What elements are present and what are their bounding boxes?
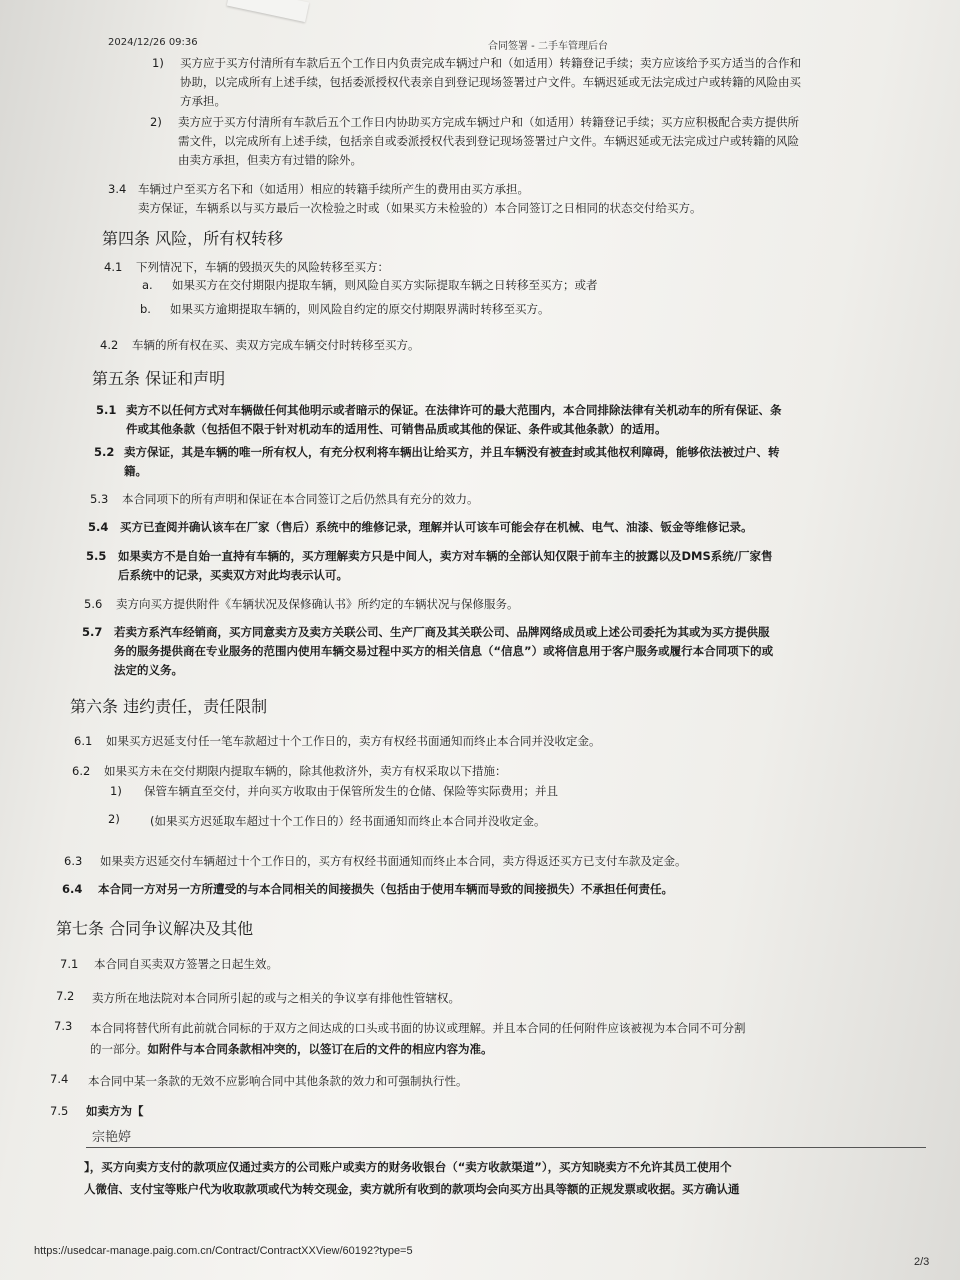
clause-number: 6.2 — [72, 764, 91, 778]
clause-line: 协助，以完成所有上述手续，包括委派授权代表亲自到登记现场签署过户文件。车辆迟延或无法完成过户或转籍的风险由买 — [180, 75, 801, 89]
clause-line: 后系统中的记录，买卖双方对此均表示认可。 — [118, 568, 348, 582]
clause-line: 法定的义务。 — [114, 663, 183, 677]
clause-line: 本合同中某一条款的无效不应影响合同中其他条款的效力和可强制执行性。 — [88, 1074, 468, 1088]
clause-line: 本合同一方对另一方所遭受的与本合同相关的间接损失（包括由于使用车辆而导致的间接损失）不承担任何责任。 — [98, 882, 673, 896]
article-4-heading: 第四条 风险，所有权转移 — [102, 229, 284, 248]
clause-line: 】，买方向卖方支付的款项应仅通过卖方的公司账户或卖方的财务收银台（“卖方收款渠道”），买方知晓卖方不允许其员工使用个 — [84, 1160, 732, 1174]
seller-name-field: 宗艳婷 — [92, 1130, 132, 1145]
clause-number: 5.2 — [94, 445, 115, 459]
clause-number: 7.4 — [50, 1072, 69, 1086]
print-title: 合同签署 - 二手车管理后台 — [488, 41, 608, 52]
page-number: 2/3 — [914, 1256, 930, 1268]
clause-line: 件或其他条款（包括但不限于针对机动车的适用性、可销售品质或其他的保证、条件或其他条款）的适用。 — [126, 422, 667, 436]
clause-line: 务的服务提供商在专业服务的范围内使用车辆交易过程中买方的相关信息（“信息”）或将信息用于客户服务或履行本合同项下的或 — [114, 644, 774, 658]
clause-line: 买方已查阅并确认该车在厂家（售后）系统中的维修记录，理解并认可该车可能会存在机械、电气、油漆、钣金等维修记录。 — [120, 520, 753, 534]
clause-number: 5.6 — [84, 597, 103, 611]
clause-text: 的一部分。 — [90, 1042, 148, 1056]
clause-line: 如果买方逾期提取车辆的，则风险自约定的原交付期限界满时转移至买方。 — [170, 302, 550, 316]
item-number: a. — [142, 278, 153, 292]
clause-number: 5.4 — [88, 520, 109, 534]
clause-number: 5.1 — [96, 403, 117, 417]
clause-number: 7.3 — [54, 1019, 73, 1033]
clause-line: 若卖方系汽车经销商，买方同意卖方及卖方关联公司、生产厂商及其关联公司、品牌网络成员或上述公司委托为其或为买方提供服 — [114, 625, 770, 639]
clause-line: 卖方所在地法院对本合同所引起的或与之相关的争议享有排他性管辖权。 — [92, 991, 460, 1005]
clause-line: 买方应于买方付清所有车款后五个工作日内负责完成车辆过户和（如适用）转籍登记手续；卖方应该给予买方适当的合作和 — [180, 56, 801, 70]
clause-number: 6.4 — [62, 882, 83, 896]
clause-line: 如果买方迟延支付任一笔车款超过十个工作日的，卖方有权经书面通知而终止本合同并没收定金。 — [106, 734, 601, 748]
clause-line: 车辆的所有权在买、卖双方完成车辆交付时转移至买方。 — [132, 338, 420, 352]
clause-line: 如果买方未在交付期限内提取车辆的，除其他救济外，卖方有权采取以下措施： — [104, 764, 507, 778]
clause-line: 由卖方承担，但卖方有过错的除外。 — [178, 153, 362, 167]
paper-scrap — [227, 0, 309, 22]
clause-line: 籍。 — [124, 464, 147, 478]
clause-number: 5.3 — [90, 492, 109, 506]
item-number: 2) — [108, 812, 120, 826]
clause-number: 7.5 — [50, 1104, 69, 1118]
clause-line: 下列情况下，车辆的毁损灭失的风险转移至买方： — [136, 260, 389, 274]
clause-line: 车辆过户至买方名下和（如适用）相应的转籍手续所产生的费用由买方承担。 — [138, 182, 529, 196]
clause-number: 7.2 — [56, 989, 75, 1003]
clause-line: 本合同自买卖双方签署之日起生效。 — [94, 957, 278, 971]
clause-number: 6.1 — [74, 734, 93, 748]
item-number: 2) — [150, 115, 162, 129]
item-number: 1) — [110, 784, 122, 798]
clause-line: 卖方不以任何方式对车辆做任何其他明示或者暗示的保证。在法律许可的最大范围内，本合同排除法律有关机动车的所有保证、条 — [126, 403, 782, 417]
clause-number: 7.1 — [60, 957, 79, 971]
clause-line: 卖方保证，其是车辆的唯一所有权人，有充分权利将车辆出让给买方，并且车辆没有被查封或其他权利障碍，能够依法被过户、转 — [124, 445, 780, 459]
fill-in-underline — [86, 1147, 926, 1148]
clause-line: 如果卖方迟延交付车辆超过十个工作日的，买方有权经书面通知而终止本合同，卖方得返还买方已支付车款及定金。 — [100, 854, 687, 868]
clause-line: 卖方应于买方付清所有车款后五个工作日内协助买方完成车辆过户和（如适用）转籍登记手续；买方应积极配合卖方提供所 — [178, 115, 799, 129]
article-5-heading: 第五条 保证和声明 — [92, 369, 226, 388]
clause-line: 卖方保证，车辆系以与买方最后一次检验之时或（如果买方未检验的）本合同签订之日相同的状态交付给买方。 — [138, 201, 702, 215]
article-6-heading: 第六条 违约责任，责任限制 — [70, 697, 268, 716]
clause-line: (如果买方迟延取车超过十个工作日的）经书面通知而终止本合同并没收定金。 — [150, 814, 546, 828]
clause-number: 5.7 — [82, 625, 103, 639]
clause-line: 卖方向买方提供附件《车辆状况及保修确认书》所约定的车辆状况与保修服务。 — [116, 597, 519, 611]
print-datetime: 2024/12/26 09:36 — [108, 37, 198, 48]
clause-number: 6.3 — [64, 854, 83, 868]
clause-number: 4.2 — [100, 338, 119, 352]
clause-text-bold: 如附件与本合同条款相冲突的，以签订在后的文件的相应内容为准。 — [147, 1042, 493, 1056]
clause-number: 4.1 — [104, 260, 123, 274]
clause-number: 3.4 — [108, 182, 127, 196]
clause-line: 方承担。 — [180, 94, 226, 108]
item-number: 1) — [152, 56, 164, 70]
clause-line: 保管车辆直至交付，并向买方收取由于保管所发生的仓储、保险等实际费用；并且 — [144, 784, 558, 798]
item-number: b. — [140, 302, 151, 316]
clause-line: 需文件，以完成所有上述手续，包括亲自或委派授权代表到登记现场签署过户文件。车辆迟延或无法完成过户或转籍的风险 — [178, 134, 799, 148]
clause-line: 人微信、支付宝等账户代为收取款项或代为转交现金，卖方就所有收到的款项均会向买方出具等额的正规发票或收据。买方确认通 — [84, 1182, 740, 1196]
clause-number: 5.5 — [86, 549, 107, 563]
article-7-heading: 第七条 合同争议解决及其他 — [56, 919, 254, 938]
clause-line — [90, 1040, 493, 1059]
clause-line: 本合同将替代所有此前就合同标的于双方之间达成的口头或书面的协议或理解。并且本合同的任何附件应该被视为本合同不可分割 — [90, 1021, 746, 1035]
clause-line: 如卖方为【 — [86, 1104, 144, 1118]
clause-line: 如果买方在交付期限内提取车辆，则风险自买方实际提取车辆之日转移至买方；或者 — [172, 278, 598, 292]
print-url: https://usedcar-manage.paig.com.cn/Contract/ContractXXView/60192?type=5 — [34, 1245, 413, 1257]
clause-line: 如果卖方不是自始一直持有车辆的，买方理解卖方只是中间人，卖方对车辆的全部认知仅限于前车主的披露以及DMS系统/厂家售 — [118, 549, 773, 563]
clause-line: 本合同项下的所有声明和保证在本合同签订之后仍然具有充分的效力。 — [122, 492, 479, 506]
